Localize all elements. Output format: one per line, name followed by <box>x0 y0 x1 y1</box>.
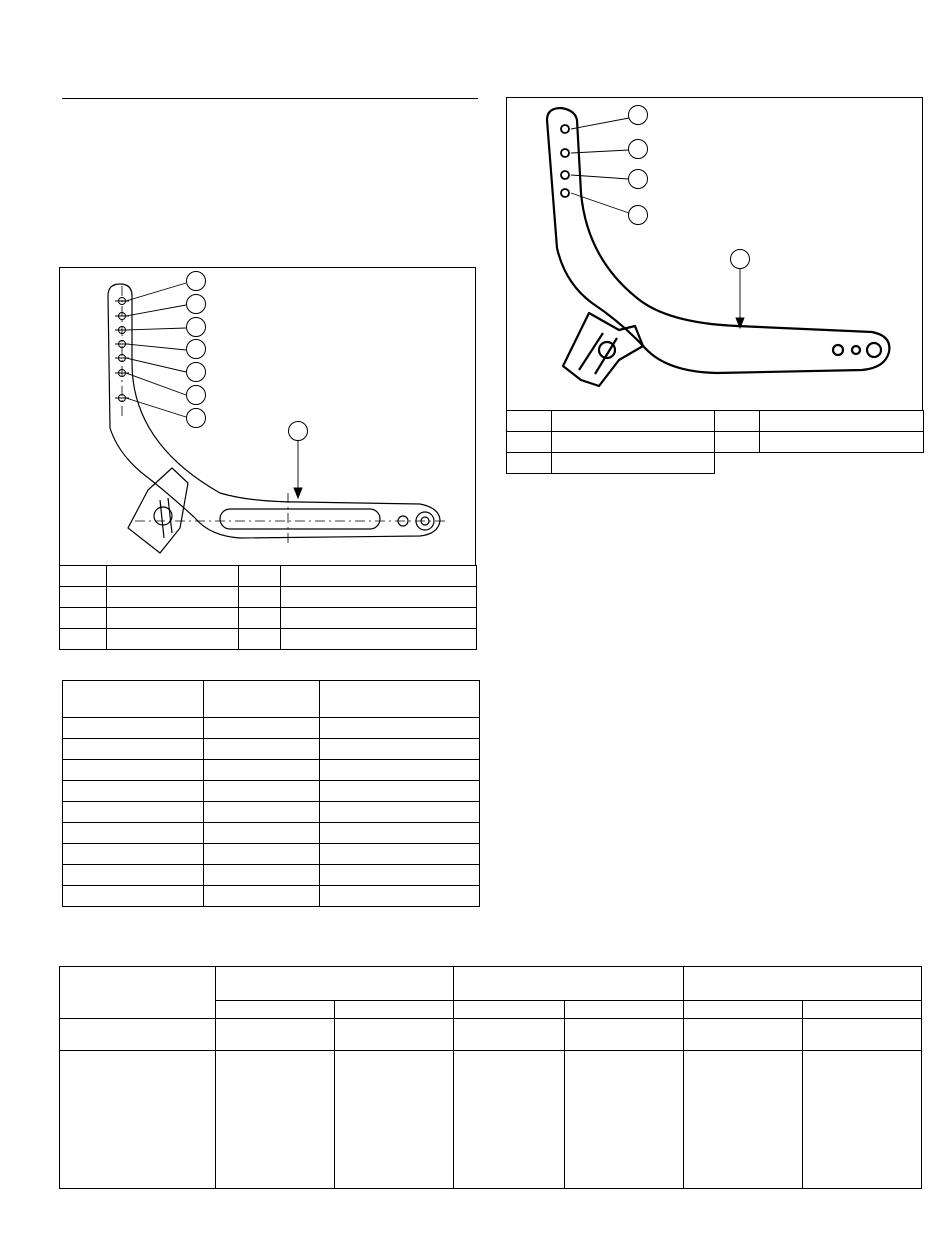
legend-row <box>60 566 477 587</box>
table-cell <box>204 865 320 886</box>
table-row <box>63 823 480 844</box>
table-header-cell <box>320 681 480 718</box>
right-arm-drawing <box>507 98 922 410</box>
legend-cell <box>552 453 715 474</box>
legend-cell <box>60 566 107 587</box>
legend-cell <box>239 566 281 587</box>
table-subheader-cell <box>454 1001 565 1019</box>
figure-right-legend <box>506 410 924 474</box>
legend-row <box>507 411 924 432</box>
legend-cell <box>281 566 477 587</box>
table-cell <box>204 823 320 844</box>
right-clamp-block <box>563 313 643 386</box>
legend-cell <box>239 608 281 629</box>
table-row <box>63 781 480 802</box>
table-cell <box>63 739 204 760</box>
legend-cell <box>281 629 477 650</box>
figure-right-drawing <box>506 97 923 411</box>
table-cell <box>320 844 480 865</box>
table-cell <box>63 886 204 907</box>
table-group-header <box>216 967 454 1001</box>
callout-circle <box>629 206 648 225</box>
table-cell <box>63 823 204 844</box>
table-cell <box>320 739 480 760</box>
left-arm-drawing <box>60 268 475 565</box>
table-row <box>63 886 480 907</box>
table-cell <box>63 844 204 865</box>
legend-cell <box>760 432 924 453</box>
legend-cell <box>60 608 107 629</box>
table-cell <box>320 760 480 781</box>
callout-circle <box>629 170 648 189</box>
legend-cell <box>239 629 281 650</box>
table-subheader-cell <box>216 1001 335 1019</box>
callout-circle <box>187 272 206 291</box>
table-cell <box>320 823 480 844</box>
callout-circle <box>187 409 206 428</box>
table-group-header <box>684 967 922 1001</box>
figure-left-drawing <box>59 267 476 566</box>
callout-circle <box>187 363 206 382</box>
callout-circle <box>187 295 206 314</box>
callout-circle <box>629 106 648 125</box>
callout-circle <box>731 250 750 269</box>
table-subheader-cell <box>565 1001 684 1019</box>
hole-position-table <box>62 680 480 907</box>
table-cell <box>320 781 480 802</box>
legend-cell <box>107 587 239 608</box>
left-arm-outline <box>108 284 440 538</box>
left-clamp-block <box>128 468 188 553</box>
legend-cell <box>60 587 107 608</box>
legend-cell <box>552 411 715 432</box>
legend-cell <box>552 432 715 453</box>
table-group-header <box>454 967 684 1001</box>
callout-circle <box>187 318 206 337</box>
table-cell <box>320 865 480 886</box>
table-header-cell <box>204 681 320 718</box>
legend-cell <box>239 587 281 608</box>
table-row <box>60 1051 922 1189</box>
table-cell <box>216 1019 335 1051</box>
right-arm-outline <box>547 108 889 373</box>
table-cell <box>63 760 204 781</box>
table-row <box>63 865 480 886</box>
table-subheader-cell <box>684 1001 803 1019</box>
table-cell <box>204 886 320 907</box>
specification-table <box>59 966 922 1189</box>
legend-cell <box>507 432 552 453</box>
legend-cell <box>107 629 239 650</box>
legend-cell <box>715 432 760 453</box>
table-header-row <box>63 681 480 718</box>
table-cell <box>454 1019 565 1051</box>
table-row <box>63 844 480 865</box>
callout-circle <box>289 422 308 441</box>
table-cell <box>204 802 320 823</box>
table-cell <box>684 1051 803 1189</box>
legend-row <box>507 432 924 453</box>
table-cell <box>216 1051 335 1189</box>
table-header-row <box>60 967 922 1001</box>
table-cell <box>565 1019 684 1051</box>
left-slot <box>220 509 380 529</box>
table-cell <box>684 1019 803 1051</box>
header-rule <box>62 98 478 99</box>
legend-row <box>60 629 477 650</box>
table-row <box>63 802 480 823</box>
legend-cell <box>507 411 552 432</box>
table-cell <box>454 1051 565 1189</box>
table-subheader-cell <box>803 1001 922 1019</box>
table-cell <box>320 886 480 907</box>
table-row <box>60 1019 922 1051</box>
legend-cell <box>760 411 924 432</box>
table-cell <box>204 739 320 760</box>
table-cell <box>204 718 320 739</box>
table-cell <box>60 1051 216 1189</box>
legend-row <box>507 453 924 474</box>
table-cell <box>335 1051 454 1189</box>
callout-circle <box>187 386 206 405</box>
table-cell <box>803 1051 922 1189</box>
legend-cell <box>281 587 477 608</box>
legend-cell-empty <box>760 453 924 474</box>
table-cell <box>204 781 320 802</box>
figure-left-legend <box>59 565 477 650</box>
table-row <box>63 718 480 739</box>
legend-cell <box>281 608 477 629</box>
legend-cell-empty <box>715 453 760 474</box>
legend-row <box>60 587 477 608</box>
callout-circle <box>629 140 648 159</box>
table-subheader-cell <box>335 1001 454 1019</box>
table-cell <box>60 1019 216 1051</box>
table-cell <box>63 781 204 802</box>
legend-cell <box>507 453 552 474</box>
table-cell <box>335 1019 454 1051</box>
callout-circle <box>187 340 206 359</box>
table-cell <box>320 802 480 823</box>
legend-cell <box>715 411 760 432</box>
table-corner-cell <box>60 967 216 1019</box>
legend-cell <box>107 608 239 629</box>
table-cell <box>803 1019 922 1051</box>
table-row <box>63 760 480 781</box>
table-header-cell <box>63 681 204 718</box>
table-cell <box>204 760 320 781</box>
table-cell <box>63 865 204 886</box>
table-cell <box>63 802 204 823</box>
table-row <box>63 739 480 760</box>
table-cell <box>63 718 204 739</box>
legend-cell <box>107 566 239 587</box>
table-cell <box>565 1051 684 1189</box>
legend-row <box>60 608 477 629</box>
table-cell <box>320 718 480 739</box>
legend-cell <box>60 629 107 650</box>
table-cell <box>204 844 320 865</box>
